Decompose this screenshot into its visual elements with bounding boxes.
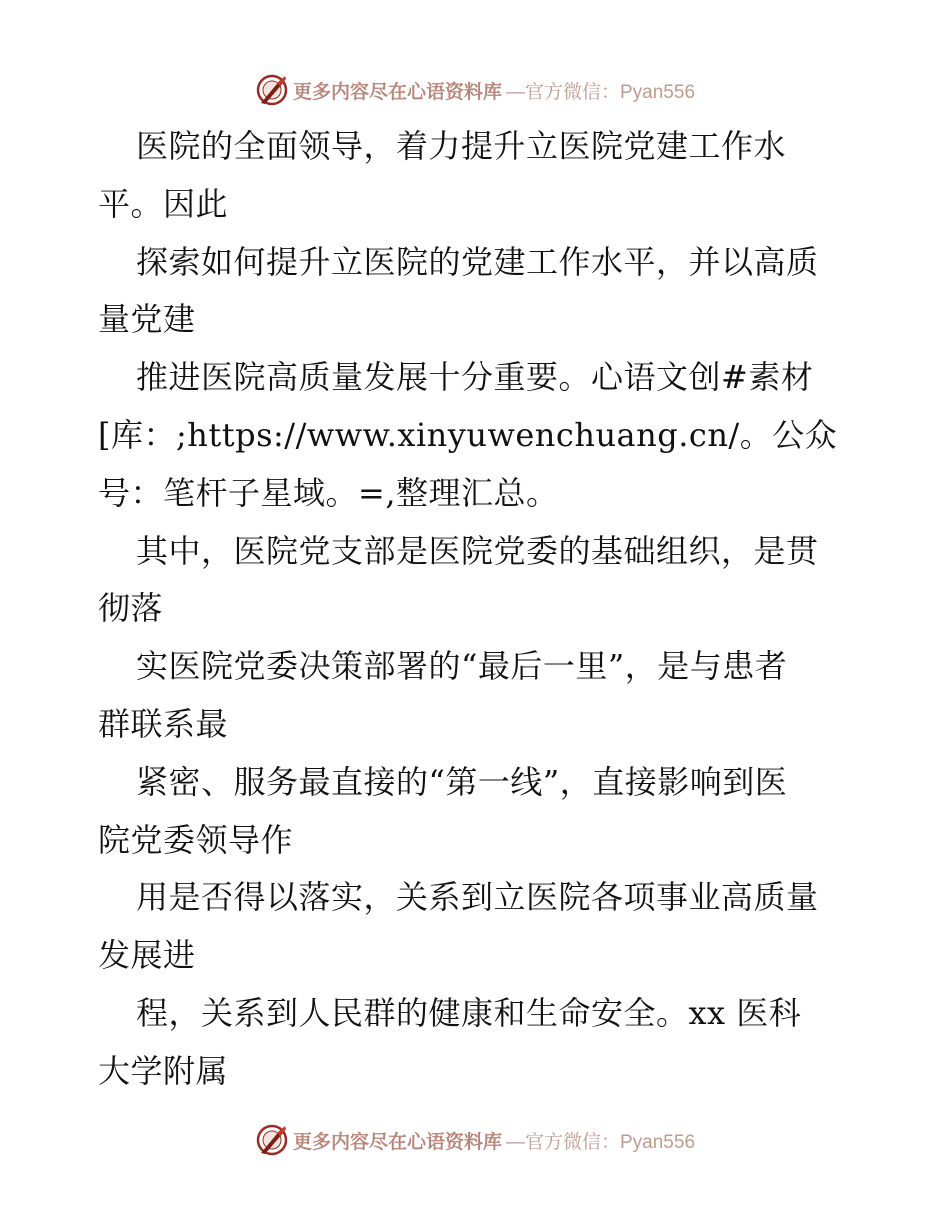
footer-watermark-banner: [0, 1120, 950, 1160]
text-line: 彻落: [98, 589, 164, 628]
header-watermark-text: 更多内容尽在心语资料库: [292, 81, 502, 103]
header-watermark-banner: [0, 70, 950, 110]
footer-watermark-text: 更多内容尽在心语资料库: [292, 1131, 502, 1153]
document-body: [98, 118, 858, 1101]
text-line: 其中，医院党支部是医院党委的基础组织，是贯: [136, 531, 819, 570]
text-line: 平。因此: [98, 184, 229, 223]
quill-logo-icon: [255, 1123, 289, 1157]
text-line: 紧密、服务最直接的“第一线”，直接影响到医: [136, 762, 788, 801]
text-line: 医院的全面领导，着力提升立医院党建工作水: [136, 127, 787, 165]
text-line: [库：;https://www.xinyuwenchuang.cn/。公众: [98, 415, 838, 454]
footer-watermark-content: [255, 1123, 695, 1157]
text-line: 量党建: [98, 300, 196, 339]
text-line: 发展进: [98, 936, 196, 975]
text-line: 大学附属: [98, 1051, 229, 1090]
footer-watermark-wechat: —官方微信：Pyan556: [506, 1131, 696, 1153]
text-line: 程，关系到人民群的健康和生命安全。xx 医科: [136, 993, 802, 1032]
quill-logo-icon: [255, 73, 289, 107]
text-line: 群联系最: [98, 704, 229, 743]
text-line: 号：笔杆子星域。=,整理汇总。: [98, 473, 559, 512]
text-line: 探索如何提升立医院的党建工作水平，并以高质: [136, 242, 819, 281]
text-line: 用是否得以落实，关系到立医院各项事业高质量: [136, 878, 819, 917]
text-line: 推进医院高质量发展十分重要。心语文创#素材: [136, 358, 814, 397]
text-line: 院党委领导作: [98, 820, 294, 859]
header-watermark-wechat: —官方微信：Pyan556: [506, 81, 696, 103]
text-line: 实医院党委决策部署的“最后一里”，是与患者: [136, 647, 788, 686]
header-watermark-content: [255, 73, 695, 107]
